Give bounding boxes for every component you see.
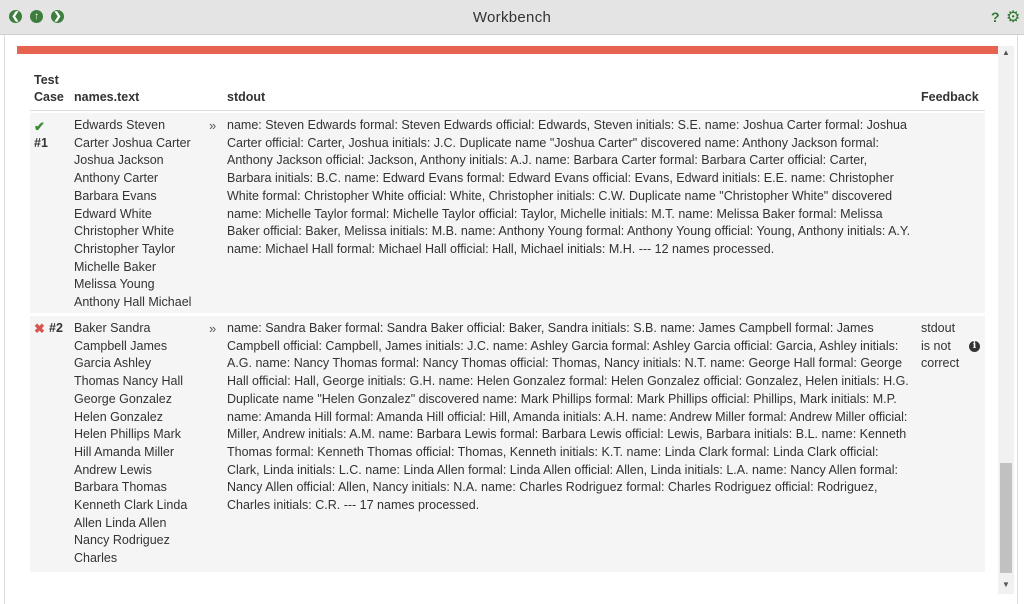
- header-feedback: Feedback: [921, 90, 979, 104]
- window-title: Workbench: [472, 9, 552, 26]
- fail-icon: ✖: [34, 321, 45, 336]
- scroll-down-icon[interactable]: ▼: [1002, 580, 1010, 589]
- header-divider: [30, 110, 985, 111]
- status-bar: [17, 46, 998, 54]
- expand-arrow-icon[interactable]: »: [209, 321, 217, 336]
- back-icon[interactable]: ❮: [9, 10, 22, 23]
- forward-icon[interactable]: ❯: [51, 10, 64, 23]
- header-names: names.text: [74, 90, 140, 104]
- stdout-cell: name: Sandra Baker formal: Sandra Baker official: Baker, Sandra initials: S.B. name: James Campbell formal: James Campbell official: Campbell, James initials: J.C. name: Ashley Garcia formal: Ashley Garcia official: Garcia, Ashley initials: A.G. name: Nancy Thomas formal: Nancy Thomas official: Thomas, Nancy initials: N.T. name: George Hall formal: George Hall official: Hall, George initials: G.H. name: Helen Gonzalez formal: Helen Gonzalez official: Gonzalez, Helen initials: H.G. Duplicate name "Helen Gonzalez" discovered name: Mark Phillips formal: Mark Phillips official: Phillips, Mark initials: M.P. name: Amanda Hill formal: Amanda Hill official: Hill, Amanda initials: A.H. name: Andrew Miller formal: Andrew Miller official: Miller, Andrew initials: A.M. name: Barbara Lewis formal: Barbara Lewis official: Lewis, Barbara initials: B.L. name: Kenneth Thomas formal: Kenneth Thomas official: Thomas, Kenneth initials: K.T. name: Linda Clark formal: Linda Clark official: Clark, Linda initials: L.C. name: Linda Allen formal: Linda Allen official: Allen, Linda initials: L.A. name: Nancy Allen formal: Nancy Allen official: Allen, Nancy initials: N.A. name: Charles Rodriguez formal: Charles Rodriguez official: Rodriguez, Charles initials: C.R. --- 17 names processed.: [227, 321, 909, 513]
- info-icon[interactable]: i: [969, 341, 980, 352]
- title-bar: [0, 0, 1024, 35]
- up-icon[interactable]: ↑: [30, 10, 43, 23]
- names-cell: Edwards Steven Carter Joshua Carter Joshua Jackson Anthony Carter Barbara Evans Edward White Christopher White Christopher Taylor Michelle Baker Melissa Young Anthony Hall Michael: [74, 118, 192, 310]
- help-button[interactable]: ?: [991, 9, 1000, 25]
- scroll-up-icon[interactable]: ▲: [1002, 48, 1010, 57]
- names-cell: Baker Sandra Campbell James Garcia Ashley Thomas Nancy Hall George Gonzalez Helen Gonzalez Helen Phillips Mark Hill Amanda Miller Andrew Lewis Barbara Thomas Kenneth Clark Linda Allen Linda Allen Nancy Rodriguez Charles: [74, 321, 188, 566]
- test-case-number: #2: [49, 321, 63, 335]
- feedback-cell: stdout is not correct: [921, 321, 960, 371]
- scrollbar-thumb[interactable]: [1000, 463, 1012, 573]
- expand-arrow-icon[interactable]: »: [209, 118, 217, 133]
- header-stdout: stdout: [227, 90, 266, 104]
- pass-icon: ✔: [34, 119, 45, 134]
- test-case-number: #1: [34, 136, 48, 150]
- stdout-cell: name: Steven Edwards formal: Steven Edwards official: Edwards, Steven initials: S.E. name: Joshua Carter formal: Joshua Carter official: Carter, Joshua initials: J.C. Duplicate name "Joshua Carter" discovered name: Anthony Jackson formal: Anthony Jackson official: Jackson, Anthony initials: A.J. name: Barbara Carter formal: Barbara Carter official: Carter, Barbara initials: B.C. name: Edward Evans formal: Edward Evans official: Evans, Edward initials: E.E. name: Christopher White formal: Christopher White official: White, Christopher initials: C.W. Duplicate name "Christopher White" discovered name: Michelle Taylor formal: Michelle Taylor official: Taylor, Michelle initials: M.T. name: Melissa Baker formal: Melissa Baker official: Baker, Melissa initials: M.B. name: Anthony Young formal: Anthony Young official: Young, Anthony initials: A.Y. name: Michael Hall formal: Michael Hall official: Hall, Michael initials: M.H. --- 12 names processed.: [227, 118, 911, 256]
- header-test-case: Test Case: [34, 73, 64, 104]
- gear-icon[interactable]: ⚙: [1006, 9, 1021, 26]
